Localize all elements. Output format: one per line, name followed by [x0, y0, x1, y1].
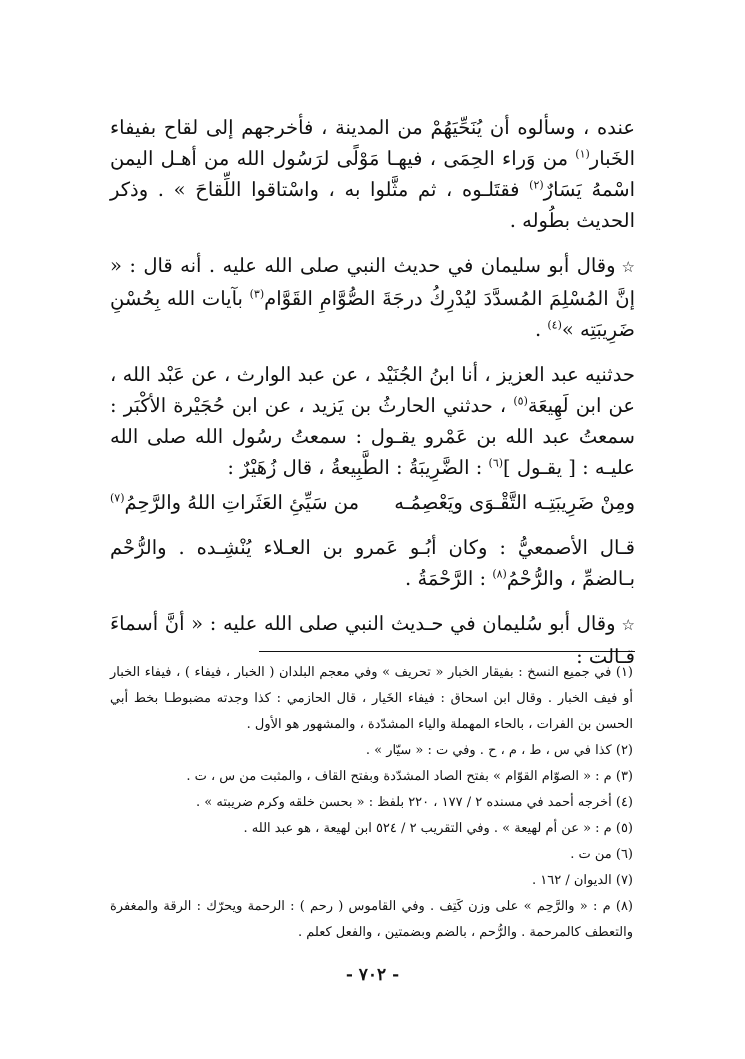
footnote-5: (٥) م : « عن أم لهيعة » . وفي التقريب ٢ / ٥٢٤ ابن لهيعة ، هو عبد الله .	[243, 821, 633, 836]
footnote-3: (٣) م : « الصوّام القوّام » بفتح الصاد المشدّدة وبفتح القاف ، والمثبت من س ، ت .	[186, 769, 633, 784]
paragraph-1-text: عنده ، وسألوه أن يُنَحِّيَهُمْ من المدينة ، فأخرجهم إلى لقاح بفيفاء الخَبار	[110, 116, 635, 170]
paragraph-4	[110, 532, 635, 594]
paragraph-2-text-c: .	[534, 318, 548, 341]
footnote-7: (٧) الديوان / ١٦٢ .	[531, 873, 633, 888]
footnote-ref-5[interactable]: (٥)	[513, 394, 528, 408]
verse-second-hemistich	[110, 487, 359, 518]
paragraph-3-text-b: ، حدثني الحارثُ بن يَزيد ، عن ابن حُجَيْرة الأكْبَر : سمعتُ عبد الله بن عَمْرو يقـول : سمعتُ رسُول الله صلى الله عليـه : [ يقـول ]	[110, 394, 635, 479]
paragraph-3-text: حدثنيه عبد العزيز ، أنا ابنُ الجُنَيْد ، عن عبد الوارث ، عن عَبْد الله ، عن ابن لَهِيعَة	[110, 363, 635, 417]
paragraph-2-text: وقال أبو سليمان في حديث النبي صلى الله عليه . أنه قال : « إنَّ المُسْلِمَ المُسدَّدَ ليُدْرِكُ درجَةَ الصُّوَّامِ القَوَّام	[110, 254, 636, 310]
paragraph-3-text-c: : الضَّرِيبَةُ : الطَّبِيعةُ ، قال زُهَيْرٌ :	[227, 456, 489, 479]
footnote-ref-3[interactable]: (٣)	[249, 287, 265, 301]
paragraph-5-text: وقال أبو سُليمان في حـديث النبي صلى الله عليه : « أنَّ أسماءَ قـالت :	[110, 612, 635, 668]
footnote-ref-1[interactable]: (١)	[575, 147, 590, 161]
paragraph-4-text: قـال الأصمعيُّ : وكان أبُـو عَمرو بن العـلاء يُنْشِـده . والرُّحْم بـالضمِّ ، والرُّحْمُ	[110, 536, 635, 590]
footnotes-section	[110, 660, 633, 946]
paragraph-2	[110, 250, 635, 345]
main-text	[110, 112, 635, 686]
paragraph-4-text-b: : الرَّحْمَةُ .	[405, 567, 493, 590]
footnote-ref-2[interactable]: (٢)	[529, 178, 544, 192]
paragraph-2-text-b: بآيات الله بِحُسْنِ ضَرِيبَتِه »	[110, 287, 635, 341]
footnote-6: (٦) من ت .	[570, 847, 633, 862]
footnote-ref-7[interactable]: (٧)	[110, 491, 125, 505]
footnote-ref-8[interactable]: (٨)	[492, 567, 507, 581]
paragraph-1-text-c: فقتَلـوه ، ثم مثَّلوا به ، واسْتاقوا اللِّقاحَ » . وذكر الحديث بطُوله .	[110, 178, 635, 232]
verse-first-hemistich: ومِنْ ضَرِيبَتِـه التَّقْـوَى ويَعْصِمُـه	[394, 491, 635, 514]
footnote-ref-6[interactable]: (٦)	[488, 456, 504, 470]
paragraph-1-text-b: من وَراء الحِمَى ، فيهـا مَوْلًى لرَسُول الله من أهـل اليمن اسْمهُ يَسَارٌ	[110, 147, 635, 201]
footnote-2: (٢) كذا في س ، ط ، م ، ح . وفي ت : « سيّار » .	[365, 743, 633, 758]
footnote-8: (٨) م : « والرَّحِم » على وزن كَتِف . وفي القاموس ( رحم ) : الرحمة ويحرّك : الرقة والمغفرة والتعطف كالمرحمة . والرُّحم ، بالضم وبضمتين ، والفعل كعلم .	[110, 899, 633, 940]
paragraph-1	[110, 112, 635, 236]
footnote-divider	[259, 651, 635, 652]
paragraph-3	[110, 359, 635, 483]
star-icon: ☆	[621, 616, 635, 634]
page-number: - ٧٠٢ -	[345, 965, 400, 985]
footnote-ref-4[interactable]: (٤)	[547, 318, 562, 332]
star-icon: ☆	[621, 258, 635, 276]
poetry-verse	[110, 487, 635, 518]
verse-second-hemistich-text: من سَيِّئِ العَثَراتِ اللهُ والرَّحِمُ	[124, 491, 360, 514]
footnote-4: (٤) أخرجه أحمد في مسنده ٢ / ١٧٧ ، ٢٢٠ بلفظ : « بحسن خلقه وكرم ضريبته » .	[196, 795, 633, 810]
footnote-1: (١) في جميع النسخ : بفيقار الخبار « تحريف » وفي معجم البلدان ( الخبار ، فيفاء ) ، فيفاء الخبار أو فيف الخبار . وقال ابن اسحاق : فيفاء الخَيار ، قال الحازمي : كذا وجدته مضبوطـا بخط أبي الحسن بن الفرات ، بالحاء المهملة والياء المشدّدة ، والمشهور هو الأول .	[110, 665, 633, 732]
